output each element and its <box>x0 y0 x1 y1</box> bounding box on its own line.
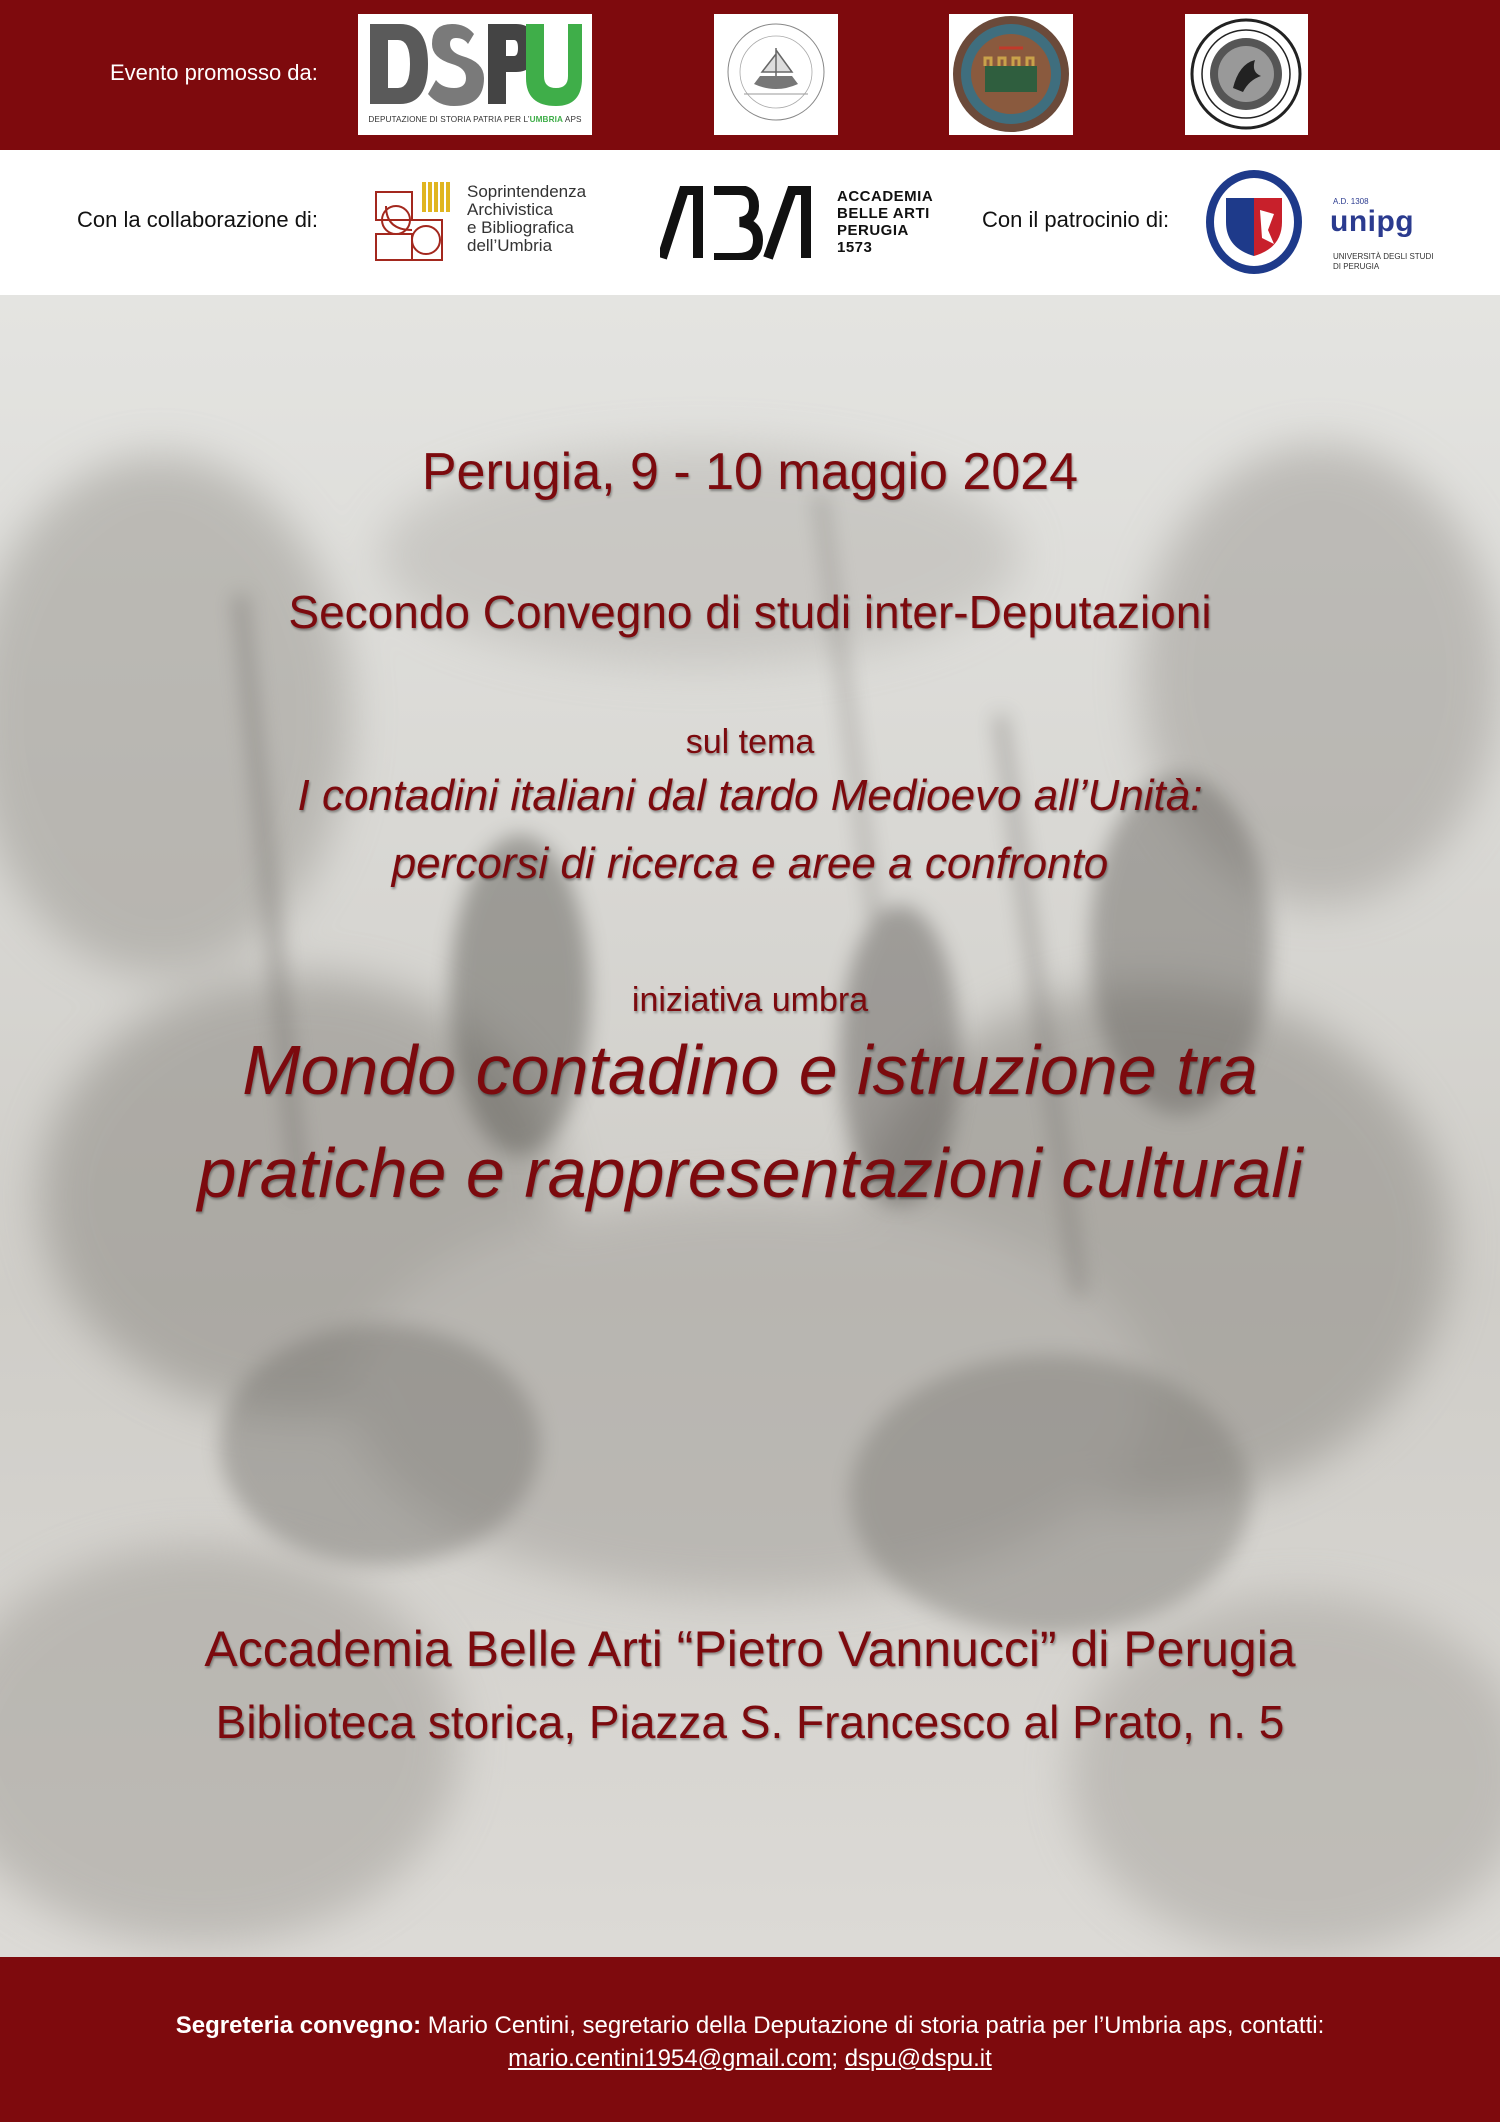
sabap-line: Soprintendenza <box>467 182 587 201</box>
initiative-title-line-2: pratiche e rappresentazioni culturali <box>197 1134 1303 1212</box>
griffin-seal-icon <box>1185 14 1308 135</box>
aba-line: ACCADEMIA <box>837 188 934 205</box>
theme-title-line-1: I contadini italiani dal tardo Medioevo all’Unità: <box>297 771 1203 820</box>
theme-intro: sul tema <box>685 723 815 761</box>
secretariat-label: Segreteria convegno: <box>175 2012 422 2039</box>
conference-title: Secondo Convegno di studi inter-Deputazioni <box>288 586 1212 638</box>
email-separator: ; <box>831 2045 845 2072</box>
email-link-centini[interactable]: mario.centini1954@gmail.com <box>508 2045 832 2072</box>
promoted-by-label: Evento promosso da: <box>110 60 318 85</box>
unipg-caption <box>1333 252 1433 272</box>
sabap-logo-icon <box>372 180 456 264</box>
event-date: Perugia, 9 - 10 maggio 2024 <box>421 443 1079 501</box>
secretariat-info <box>0 2012 1500 2040</box>
dspu-letters-graphic <box>366 20 584 108</box>
coin-emblem-logo <box>949 14 1073 135</box>
unipg-year: A.D. 1308 <box>1333 197 1369 206</box>
aba-line: PERUGIA <box>837 222 909 239</box>
collaboration-label: Con la collaborazione di: <box>77 207 318 232</box>
aba-name <box>837 188 933 256</box>
dspu-caption-aps: APS <box>562 115 582 124</box>
coin-emblem-icon <box>949 14 1073 135</box>
theme-title-line-2: percorsi di ricerca e aree a confronto <box>391 839 1109 888</box>
patronage-label: Con il patrocinio di: <box>982 207 1170 232</box>
dspu-logo <box>358 14 592 135</box>
sabap-line: dell’Umbria <box>467 236 553 255</box>
sabap-line: e Bibliografica <box>467 218 574 237</box>
secretariat-text: Mario Centini, segretario della Deputazione di storia patria per l’Umbria aps, contatti: <box>421 2012 1325 2039</box>
initiative-title-line-1: Mondo contadino e istruzione tra <box>242 1031 1258 1109</box>
sabap-line: Archivistica <box>467 200 553 219</box>
poster-main <box>0 295 1500 1957</box>
ship-seal-icon <box>714 14 838 135</box>
footer-band <box>0 1957 1500 2122</box>
unipg-caption-line: UNIVERSITÀ DEGLI STUDI <box>1333 252 1434 261</box>
dspu-caption-text: DEPUTAZIONE DI STORIA PATRIA PER L’ <box>368 115 530 124</box>
perugia-university-seal-icon <box>1204 168 1304 276</box>
university-seal-logo <box>1185 14 1308 135</box>
unipg-wordmark: unipg <box>1330 205 1415 238</box>
aba-line: BELLE ARTI <box>837 205 930 222</box>
email-link-dspu[interactable]: dspu@dspu.it <box>844 2045 992 2072</box>
dspu-caption <box>358 115 592 124</box>
contact-links <box>0 2045 1500 2073</box>
unipg-caption-line: DI PERUGIA <box>1333 262 1380 271</box>
promoter-band <box>0 0 1500 150</box>
initiative-intro: iniziativa umbra <box>631 981 869 1019</box>
dspu-caption-umbria: UMBRIA <box>529 115 563 124</box>
venue-address: Biblioteca storica, Piazza S. Francesco al Prato, n. 5 <box>215 1696 1285 1748</box>
aba-line: 1573 <box>837 239 873 256</box>
sabap-name <box>467 183 586 255</box>
deputazione-seal-logo <box>714 14 838 135</box>
venue-name: Accademia Belle Arti “Pietro Vannucci” di Perugia <box>204 1621 1296 1677</box>
aba-logo-icon <box>660 186 820 260</box>
collaboration-band <box>0 150 1500 295</box>
